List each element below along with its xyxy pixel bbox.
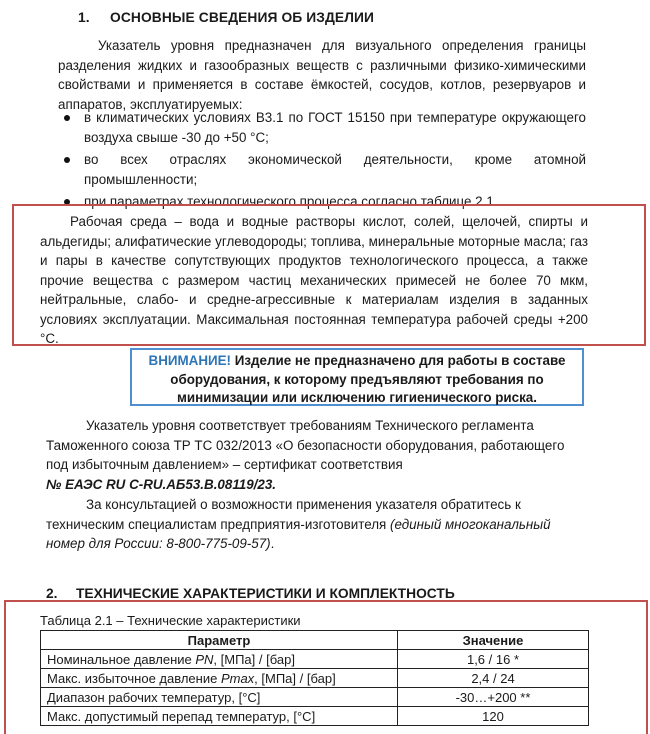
section-title: ОСНОВНЫЕ СВЕДЕНИЯ ОБ ИЗДЕЛИИ: [110, 10, 375, 25]
column-header-value: Значение: [398, 631, 589, 650]
value-cell: -30…+200 **: [398, 688, 589, 707]
list-item: во всех отраслях экономической деятельности, кроме атомной промышленности;: [58, 150, 586, 189]
value-cell: 120: [398, 707, 589, 726]
working-medium-text: Рабочая среда – вода и водные растворы кислот, солей, щелочей, спирты и альдегиды; алифатические углеводороды; топлива, минеральные моторные масла; газ и пары в качестве сопутствующих продуктов технологического процесса, а также прочие вещества с размером частиц механических примесей не более 70 мкм, нейтральные, слабо- и средне-агрессивные к материалам изделия в заданных условиях эксплуатации. Максимальная постоянная температура рабочей среды +200 °С.: [40, 214, 588, 346]
compliance-text: Указатель уровня соответствует требованиям Технического регламента Таможенного союза ТР ТС 032/2013 «О безопасности оборудования, работающего под избыточным давлением» – сертификат соответствия: [46, 418, 565, 472]
specs-table: [40, 630, 589, 726]
bullet-icon: [64, 115, 70, 121]
intro-paragraph: [58, 36, 586, 114]
bullet-icon: [64, 157, 70, 163]
working-medium-paragraph: [40, 212, 588, 349]
section-number: 2.: [46, 586, 58, 601]
certificate-number: № ЕАЭС RU С-RU.АБ53.В.08119/23.: [46, 476, 277, 492]
section-title: ТЕХНИЧЕСКИЕ ХАРАКТЕРИСТИКИ И КОМПЛЕКТНОСТЬ: [76, 586, 455, 601]
compliance-paragraph: [46, 416, 586, 494]
list-item: при параметрах технологического процесса согласно таблице 2.1.: [58, 192, 586, 212]
consult-paragraph: За консультацией о возможности применения указателя обратитесь к техническим специалистам предприятия-изготовителя (единый многоканальный номер для России: 8-800-775-09-57).: [46, 497, 551, 551]
table-header-row: [41, 631, 589, 650]
param-cell: Макс. избыточное давление Pmax, [МПа] / [бар]: [41, 669, 398, 688]
warning-text: Изделие не предназначено для работы в составе оборудования, к которому предъявляют требования по минимизации или исключению гигиенического риска.: [170, 353, 566, 405]
consult-text: За консультацией о возможности применения указателя обратитесь к техническим специалистам предприятия-изготовителя: [46, 497, 521, 532]
table-row: [41, 688, 589, 707]
value-cell: 2,4 / 24: [398, 669, 589, 688]
warning-box: [130, 348, 584, 406]
table-row: [41, 650, 589, 669]
intro-text: Указатель уровня предназначен для визуального определения границы разделения жидких и газообразных веществ с различными физико-химическими свойствами и применяется в составе ёмкостей, сосудов, котлов, резервуаров и аппаратов, эксплуатируемых:: [58, 38, 586, 112]
table-row: [41, 707, 589, 726]
value-cell: 1,6 / 16 *: [398, 650, 589, 669]
conditions-list: [58, 108, 586, 215]
param-cell: Диапазон рабочих температур, [°С]: [41, 688, 398, 707]
list-item: в климатических условиях В3.1 по ГОСТ 15150 при температуре окружающего воздуха свыше -30 до +50 °С;: [58, 108, 586, 147]
table-row: [41, 669, 589, 688]
param-cell: Номинальное давление PN, [МПа] / [бар]: [41, 650, 398, 669]
param-cell: Макс. допустимый перепад температур, [°С]: [41, 707, 398, 726]
column-header-param: Параметр: [41, 631, 398, 650]
table-caption: Таблица 2.1 – Технические характеристики: [40, 613, 301, 628]
section-number: 1.: [78, 10, 90, 25]
warning-label: ВНИМАНИЕ!: [148, 353, 232, 368]
section-1-heading: [78, 8, 374, 28]
hotline-phone: (единый многоканальный номер для России: 8-800-775-09-57): [46, 516, 551, 551]
